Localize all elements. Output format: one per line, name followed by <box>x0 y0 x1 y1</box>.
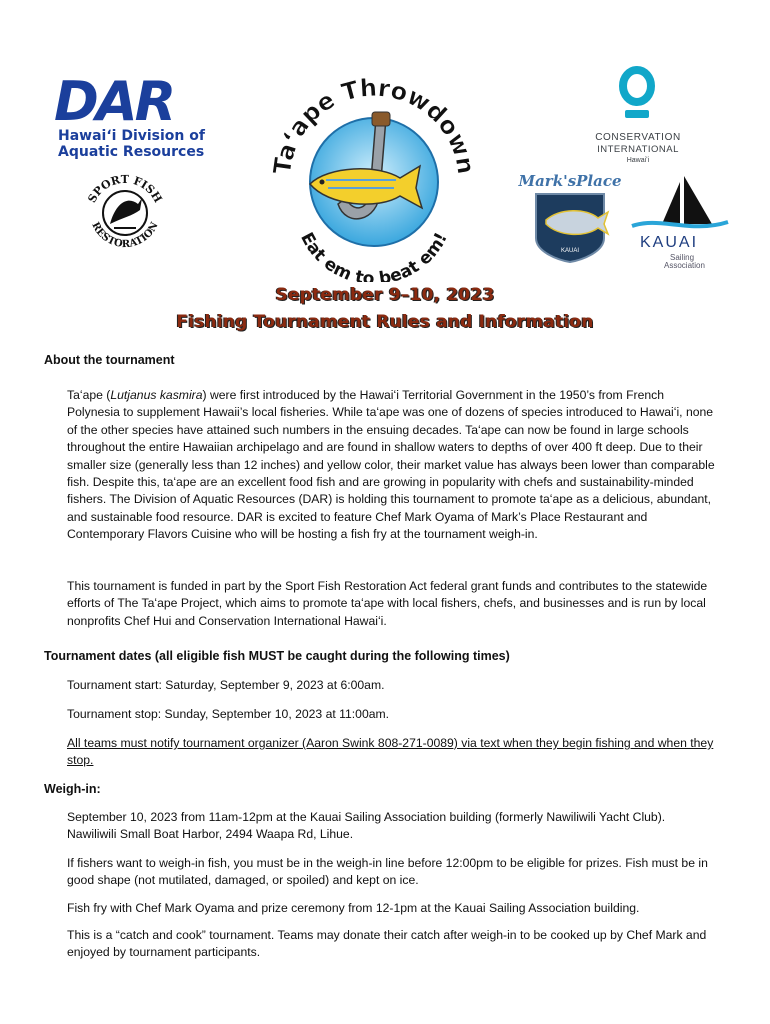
sport-fish-bottom-text: RESTORATION <box>89 220 161 251</box>
ci-line-1: CONSERVATION <box>595 132 681 143</box>
weighin-paragraph-2: If fishers want to weigh-in fish, you must be in the weigh-in line before 12:00pm to be eligible for prizes. Fish must be in good shape (not mutilated, damaged, or spoiled) and kept on ice. <box>67 856 708 888</box>
about-heading: About the tournament <box>44 353 175 367</box>
kauai-sub-line-2: Association <box>664 261 705 270</box>
species-name: Lutjanus kasmira <box>110 388 203 402</box>
about-text-a: Taʻape ( <box>67 388 111 402</box>
dar-line-2: Aquatic Resources <box>58 144 205 160</box>
marks-place-small-text: KAUAI <box>560 248 580 254</box>
notify-organizer-notice: All teams must notify tournament organizer (Aaron Swink 808-271-0089) via text when they begin fishing and when they stop. <box>67 736 714 768</box>
marks-place-name: Mark'sPlace <box>518 172 622 190</box>
throwdown-emblem <box>268 72 478 282</box>
kauai-wordmark: KAUAI <box>640 234 699 251</box>
weighin-paragraph-3: Fish fry with Chef Mark Oyama and prize ceremony from 12-1pm at the Kauai Sailing Association building. <box>67 901 640 915</box>
sport-fish-restoration-logo <box>80 168 170 258</box>
about-text-b: ) were first introduced by the Hawaiʻi Territorial Government in the 1950’s from French Polynesia to supplement Hawaii’s local fisheries. While taʻape was one of dozens of species introduced to Hawaiʻi, none of the other species have attained such numbers in the ensuing decades. Taʻape can now be found in large schools throughout the entire Hawaiian archipelago and are found in shallow waters to depths of over 400 ft deep. Due to their smaller size (generally less than 12 inches) and yellow color, their market value has always been lower than comparable fish. Despite this, taʻape are an excellent food fish and are growing in popularity with chefs and sustainability-minded fishers. The Division of Aquatic Resources (DAR) is holding this tournament to promote taʻape as a delicious, abundant, and sustainable food resource. DAR is excited to feature Chef Mark Oyama of Mark’s Place Restaurant and Contemporary Flavors Cuisine who will be hosting a fish fry at the tournament weigh-in. <box>67 388 715 542</box>
page-title-date: September 9–10, 2023 <box>275 285 495 305</box>
conservation-international-logo <box>588 64 688 174</box>
dates-heading: Tournament dates (all eligible fish MUST be caught during the following times) <box>44 649 510 663</box>
ci-line-2: INTERNATIONAL <box>597 144 679 155</box>
weighin-paragraph-1: September 10, 2023 from 11am-12pm at the Kauai Sailing Association building (formerly Nawiliwili Yacht Club). Nawiliwili Small Boat Harbor, 2494 Waapa Rd, Lihue. <box>67 810 666 842</box>
throwdown-arc-slogan: Eat em to beat em! <box>296 229 452 282</box>
dar-logo <box>50 72 210 164</box>
kauai-sub-line-1: Sailing <box>670 253 695 262</box>
taape-throwdown-logo <box>268 72 478 282</box>
weighin-heading: Weigh-in: <box>44 782 101 796</box>
marks-place-shield-icon <box>512 168 628 264</box>
about-paragraph-1 <box>67 387 715 544</box>
tournament-start: Tournament start: Saturday, September 9, 2023 at 6:00am. <box>67 678 385 692</box>
about-paragraph-2: This tournament is funded in part by the Sport Fish Restoration Act federal grant funds and contributes to the statewide efforts of The Taʻape Project, which aims to promote taʻape with local fishers, chefs, and businesses and is run by local nonprofits Chef Hui and Conservation International Hawaiʻi. <box>67 579 708 628</box>
kauai-sailing-logo <box>630 172 730 268</box>
marks-place-logo <box>512 168 628 264</box>
sport-fish-emblem <box>80 168 170 258</box>
dar-wordmark: DAR <box>54 70 174 133</box>
conservation-ring-icon <box>588 64 688 126</box>
ci-line-3: Hawaiʻi <box>626 157 650 164</box>
tournament-stop: Tournament stop: Sunday, September 10, 2023 at 11:00am. <box>67 707 390 721</box>
sailboat-icon <box>630 172 730 234</box>
page-title: Fishing Tournament Rules and Information <box>176 312 594 332</box>
sport-fish-top-text: SPORT FISH <box>85 172 165 205</box>
weighin-paragraph-4: This is a “catch and cook” tournament. Teams may donate their catch after weigh-in to be cooked up by Chef Mark and enjoyed by tournament participants. <box>67 928 707 960</box>
dar-line-1: Hawaiʻi Division of <box>58 128 205 144</box>
throwdown-arc-title: Taʻape Throwdown <box>268 73 478 176</box>
